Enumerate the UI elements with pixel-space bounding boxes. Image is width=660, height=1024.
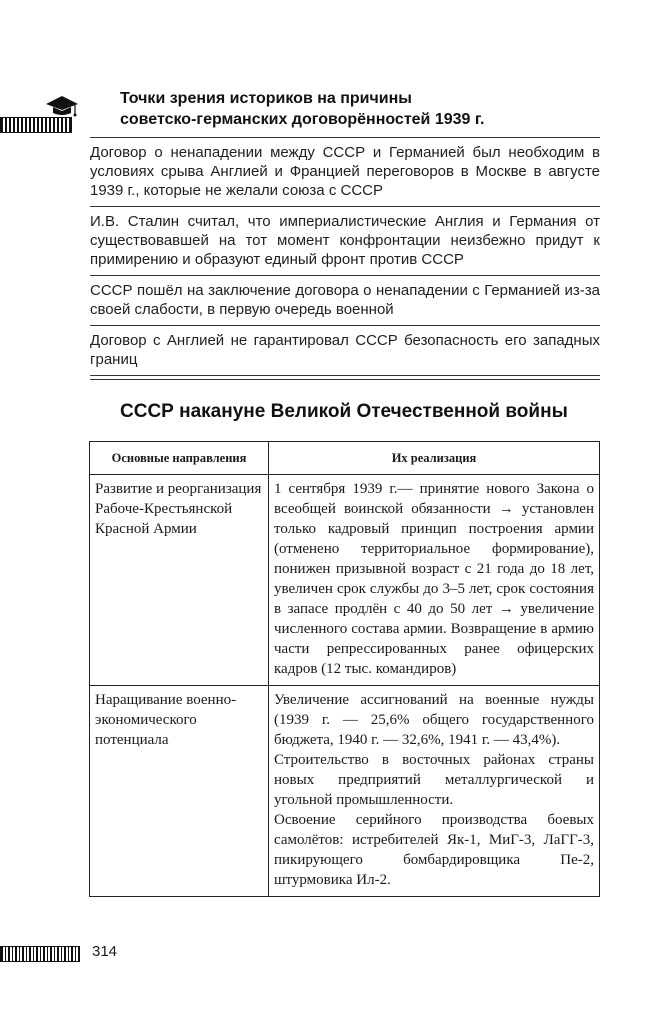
header-implementation: Их реализация: [269, 442, 600, 475]
view-item: И.В. Сталин считал, что империалистические Англия и Германия от существовавшей на тот момент конфронтации неизбежно придут к примирению и образуют единый фронт против СССР: [90, 207, 600, 276]
implementation-paragraph: Увеличение ассигнований на военные нужды (1939 г. — 25,6% общего государственного бюджета, 1940 г. — 32,6%, 1941 г. — 43,4%).: [274, 692, 594, 748]
graduation-cap-icon: [44, 92, 80, 118]
implementation-cell: [269, 686, 600, 897]
view-item: СССР пошёл на заключение договора о ненападении с Германией из-за своей слабости, в первую очередь военной: [90, 276, 600, 326]
table-row: [90, 686, 600, 897]
page-number: 314: [92, 943, 118, 960]
view-item: Договор о ненападении между СССР и Германией был необходим в условиях срыва Англией и Францией переговоров в Москве в августе 1939 г., которые не желали союза с СССР: [90, 138, 600, 207]
table-title: СССР накануне Великой Отечественной войны: [120, 401, 568, 422]
implementation-paragraph: 1 сентября 1939 г.— принятие нового Закона о всеобщей воинской обязанности → установлен только кадровый принцип построения армии (отменено территориальное формирование), понижен призывной возраст с 21 года до 18 лет, увеличен срок службы до 3–5 лет, срок состояния в запасе продлён с 40 до 50 лет → увеличение численного состава армии. Возвращение в армию части репрессированных ранее офицерских кадров (12 тыс. командиров): [274, 481, 594, 677]
section-title-line1: Точки зрения историков на причины: [120, 90, 412, 107]
implementation-cell: [269, 475, 600, 686]
ussr-prewar-table: [89, 441, 600, 897]
list-end-rule: [90, 376, 600, 380]
view-item: Договор с Англией не гарантировал СССР безопасность его западных границ: [90, 326, 600, 376]
barcode-strip-bottom: [0, 946, 80, 962]
barcode-strip-top: [0, 117, 72, 133]
table-row: [90, 475, 600, 686]
section-title: [120, 88, 590, 130]
section-title-line2: советско-германских договорённостей 1939 г.: [120, 111, 485, 128]
table-header-row: [90, 442, 600, 475]
direction-cell: Наращивание военно-экономического потенциала: [90, 686, 269, 897]
implementation-paragraph: Строительство в восточных районах страны новых предприятий металлургической и угольной промышленности.: [274, 752, 594, 808]
historians-views-list: [90, 137, 600, 380]
header-directions: Основные направления: [90, 442, 269, 475]
implementation-paragraph: Освоение серийного производства боевых самолётов: истребителей Як-1, МиГ-3, ЛаГГ-3, пикирующего бомбардировщика Пе-2, штурмовика Ил-2.: [274, 812, 594, 888]
direction-cell: Развитие и реорганизация Рабоче-Крестьянской Красной Армии: [90, 475, 269, 686]
